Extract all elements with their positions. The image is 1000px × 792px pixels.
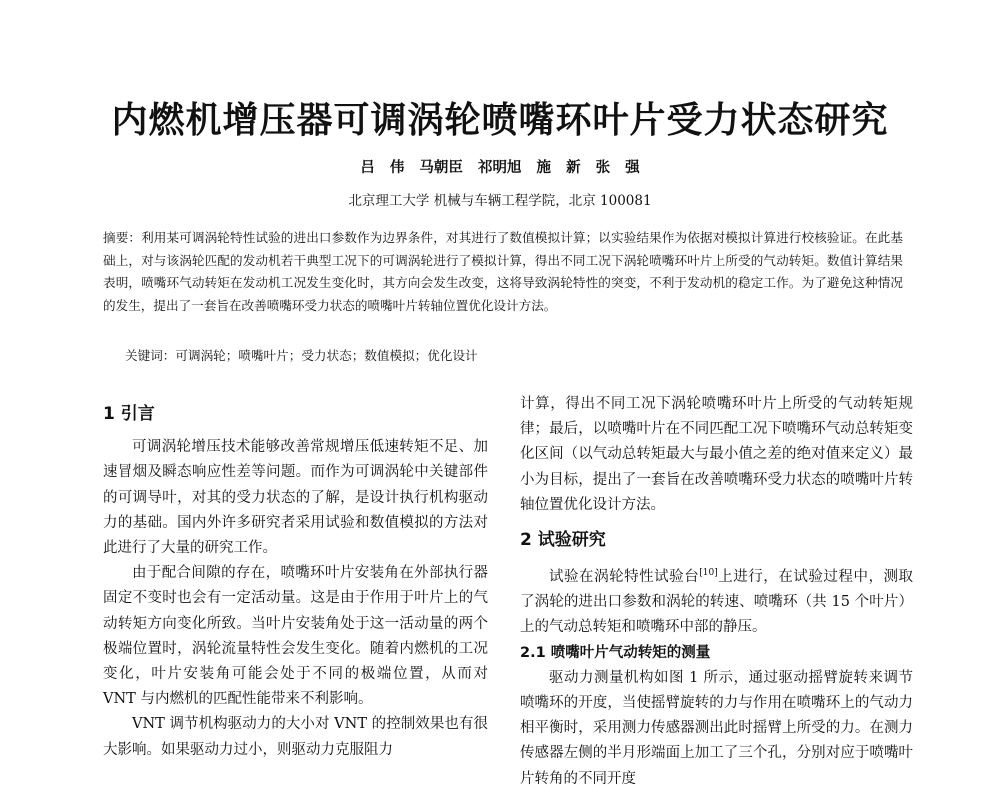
subsection-heading-torque: 2.1 喷嘴叶片气动转矩的测量 — [520, 644, 711, 661]
section-heading-introduction: 1 引言 — [103, 404, 155, 424]
intro-paragraph-2: 由于配合间隙的存在，喷嘴环叶片安装角在外部执行器固定不变时也会有一定活动量。这是由于作用于叶片上的气动转矩方向变化所致。当叶片安装角处于这一活动量的两个极端位置时，涡轮流量特性会发生变化。随着内燃机的工况变化，叶片安装角可能会处于不同的极端位置，从而对 VNT 与内燃机的匹配性能带来不利影响。 — [103, 565, 488, 708]
author-list: 吕 伟 马朝臣 祁明旭 施 新 张 强 — [360, 160, 640, 176]
right-column — [520, 392, 913, 792]
left-column — [103, 392, 488, 763]
intro-paragraph-3: VNT 调节机构驱动力的大小对 VNT 的控制效果也有很大影响。如果驱动力过小，则驱动力克服阻力 — [103, 716, 488, 758]
affiliation: 北京理工大学 机械与车辆工程学院，北京 100081 — [348, 193, 652, 209]
paper-title: 内燃机增压器可调涡轮喷嘴环叶片受力状态研究 — [111, 100, 889, 141]
section-heading-experiment: 2 试验研究 — [520, 530, 606, 551]
keywords: 关键词：可调涡轮；喷嘴叶片；受力状态；数值模拟；优化设计 — [125, 348, 478, 363]
abstract: 摘要：利用某可调涡轮特性试验的进出口参数作为边界条件，对其进行了数值模拟计算；以实验结果作为依据对模拟计算进行校核验证。在此基础上，对与该涡轮匹配的发动机若干典型工况下的可调涡轮进行了模拟计算，得出不同工况下涡轮喷嘴环叶片上所受的气动转矩。数值计算结果表明，喷嘴环气动转矩在发动机工况发生变化时，其方向会发生改变，这将导致涡轮特性的突变，不利于发动机的稳定工作。为了避免这种情况的发生，提出了一套旨在改善喷嘴环受力状态的喷嘴叶片转轴位置优化设计方法。 — [103, 230, 903, 313]
citation: [10] — [699, 568, 718, 579]
intro-paragraph-1: 可调涡轮增压技术能够改善常规增压低速转矩不足、加速冒烟及瞬态响应性差等问题。而作为可调涡轮中关键部件的可调导叶，对其的受力状态的了解，是设计执行机构驱动力的基础。国内外许多研究者采用试验和数值模拟的方法对此进行了大量的研究工作。 — [103, 439, 488, 557]
intro-continuation-paragraph: 计算，得出不同工况下涡轮喷嘴环叶片上所受的气动转矩规律；最后，以喷嘴叶片在不同匹配工况下喷嘴环气动总转矩变化区间（以气动总转矩最大与最小值之差的绝对值来定义）最小为目标，提出了一套旨在改善喷嘴环受力状态的喷嘴叶片转轴位置优化设计方法。 — [520, 396, 913, 513]
experiment-text-a: 试验在涡轮特性试验台 — [549, 569, 700, 586]
experiment-text-b: 上进行，在试验过程中，测取了涡轮的进出口参数和涡轮的转速、喷嘴环（共 15 个叶片）上的气动总转矩和喷嘴环中部的静压。 — [520, 569, 914, 636]
torque-measurement-paragraph: 驱动力测量机构如图 1 所示，通过驱动摇臂旋转来调节喷嘴环的开度，当使摇臂旋转的力与作用在喷嘴环上的气动力相平衡时，采用测力传感器测出此时摇臂上所受的力。在测力传感器左侧的半月形端面上加工了三个孔，分别对应于喷嘴叶片转角的不同开度 — [520, 669, 913, 787]
experiment-paragraph — [520, 561, 913, 640]
